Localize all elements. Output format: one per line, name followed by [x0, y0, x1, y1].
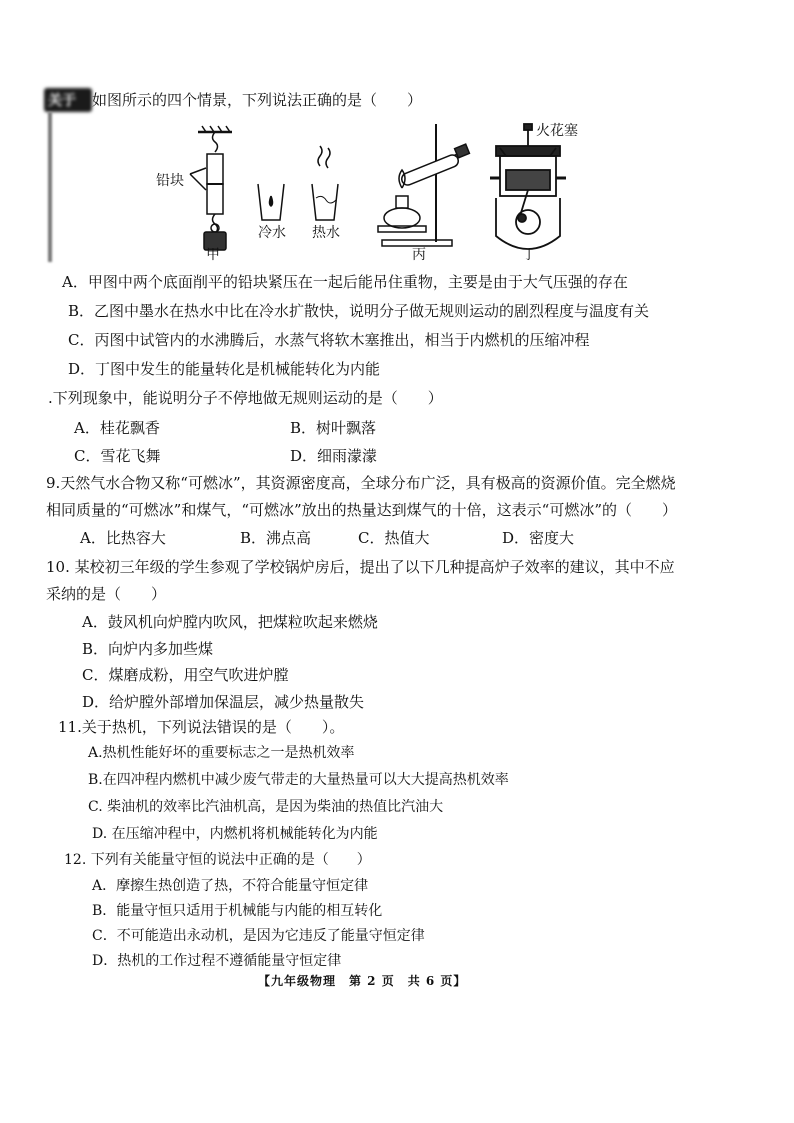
page-footer: 【九年级物理 第 2 页 共 6 页】 [258, 974, 467, 988]
q8-stem: .下列现象中，能说明分子不停地做无规则运动的是（ ） [48, 389, 443, 407]
q8-option-d: D．细雨濛濛 [290, 447, 378, 465]
q8-option-b: B．树叶飘落 [290, 419, 377, 437]
spark-plug-label: 火花塞 [536, 123, 578, 139]
q7-option-a: A．甲图中两个底面削平的铅块紧压在一起后能吊住重物，主要是由于大气压强的存在 [62, 273, 628, 291]
cold-water-label: 冷水 [258, 225, 286, 241]
q7-option-d: D．丁图中发生的能量转化是机械能转化为内能 [68, 360, 381, 378]
q12-option-c: C．不可能造出永动机，是因为它违反了能量守恒定律 [92, 928, 425, 944]
q11-stem: 11.关于热机，下列说法错误的是（ ）。 [58, 718, 345, 736]
q7-number: 关于 [48, 93, 76, 109]
q11-option-c: C. 柴油机的效率比汽油机高，是因为柴油的热值比汽油大 [88, 799, 444, 815]
q11-option-d: D. 在压缩冲程中，内燃机将机械能转化为内能 [92, 826, 378, 842]
q12-option-b: B．能量守恒只适用于机械能与内能的相互转化 [92, 903, 383, 919]
q9-option-d: D．密度大 [502, 529, 575, 547]
hot-water-label: 热水 [312, 225, 340, 241]
q10-line-2: 采纳的是（ ） [46, 585, 167, 603]
q9-option-a: A．比热容大 [80, 529, 166, 547]
figure-ding-label: 丁 [522, 247, 536, 263]
q7-figures [150, 118, 590, 268]
q11-option-b: B.在四冲程内燃机中减少废气带走的大量热量可以大大提高热机效率 [88, 772, 509, 788]
q10-option-a: A．鼓风机向炉膛内吹风，把煤粒吹起来燃烧 [82, 613, 378, 631]
q12-option-d: D．热机的工作过程不遵循能量守恒定律 [92, 953, 342, 969]
scan-smear [44, 88, 92, 112]
q9-option-b: B．沸点高 [240, 529, 312, 547]
figure-jia-lead-blocks [190, 126, 232, 250]
figure-ding-engine [490, 124, 566, 249]
q10-option-b: B．向炉内多加些煤 [82, 640, 214, 658]
figure-yi-beakers [258, 146, 338, 220]
q8-option-a: A．桂花飘香 [74, 419, 160, 437]
q8-option-c: C．雪花飞舞 [74, 447, 161, 465]
q10-option-d: D．给炉膛外部增加保温层，减少热量散失 [82, 693, 365, 711]
figure-bing-test-tube [378, 124, 469, 246]
q10-line-1: 10. 某校初三年级的学生参观了学校锅炉房后，提出了以下几种提高炉子效率的建议，其中不应 [46, 558, 675, 576]
q7-option-b: B．乙图中墨水在热水中比在冷水扩散快，说明分子做无规则运动的剧烈程度与温度有关 [68, 302, 650, 320]
figure-bing-label: 丙 [412, 247, 426, 263]
q12-option-a: A．摩擦生热创造了热，不符合能量守恒定律 [92, 878, 369, 894]
q9-line-2: 相同质量的“可燃冰”和煤气，“可燃冰”放出的热量达到煤气的十倍，这表示“可燃冰”的（ ） [46, 501, 678, 519]
q11-option-a: A.热机性能好坏的重要标志之一是热机效率 [88, 745, 355, 761]
scan-edge-shadow [48, 112, 52, 262]
q12-stem: 12. 下列有关能量守恒的说法中正确的是（ ） [64, 852, 371, 868]
q7-option-c: C．丙图中试管内的水沸腾后，水蒸气将软木塞推出，相当于内燃机的压缩冲程 [68, 331, 590, 349]
lead-block-label: 铅块 [156, 173, 184, 189]
figure-jia-label: 甲 [206, 247, 220, 263]
q7-stem: 如图所示的四个情景，下列说法正确的是（ ） [92, 91, 423, 109]
q9-option-c: C．热值大 [358, 529, 430, 547]
q10-option-c: C．煤磨成粉，用空气吹进炉膛 [82, 666, 289, 684]
q9-line-1: 9.天然气水合物又称“可燃冰”，其资源密度高，全球分布广泛，具有极高的资源价值。完全燃烧 [46, 474, 676, 492]
